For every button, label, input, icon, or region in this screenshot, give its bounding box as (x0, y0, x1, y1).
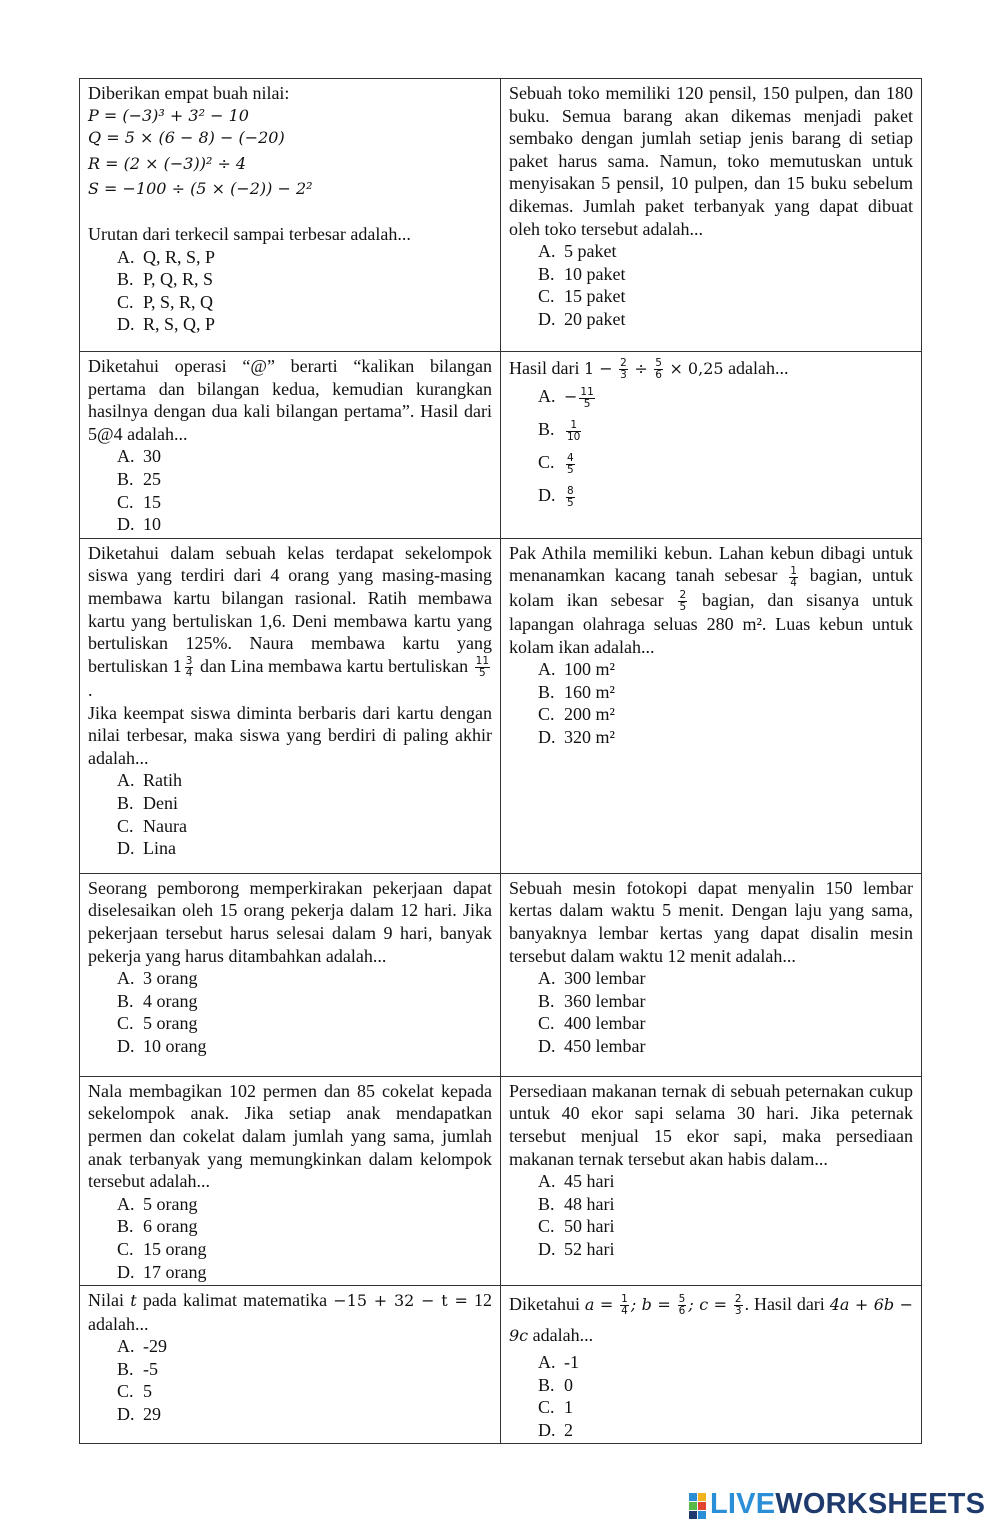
q6-fraction-1: $\frac{1}{4}$ (790, 564, 797, 589)
q5-mixed-fraction: $\frac{3}{4}$ (185, 655, 193, 680)
question-3-cell (80, 352, 501, 539)
q5-fraction: $\frac{11}{5}$ (475, 655, 490, 680)
question-1-cell (80, 79, 501, 352)
q10-options (509, 1170, 913, 1260)
q1-option-d[interactable]: D. R, S, Q, P (117, 314, 216, 335)
q1-intro: Diberikan empat buah nilai: (88, 83, 290, 103)
q9-option-c[interactable]: C. 15 orang (117, 1238, 207, 1259)
q3-option-d[interactable]: D. 10 (117, 514, 161, 535)
q11-options (88, 1335, 492, 1425)
question-7-cell (80, 873, 501, 1076)
q4-option-b[interactable]: B. $\frac{1}{10}$ (538, 418, 581, 443)
q6-option-c[interactable]: C. 200 m² (538, 704, 615, 725)
q3-option-a[interactable]: A. 30 (117, 446, 161, 467)
question-4-cell (501, 352, 922, 539)
q2-options (509, 240, 913, 330)
q8-option-a[interactable]: A. 300 lembar (538, 968, 646, 989)
q8-text: Sebuah mesin fotokopi dapat menyalin 150 lembar kertas dalam waktu 5 menit. Dengan laju yang sama, banyaknya lembar kertas yang dapat disalin mesin tersebut dalam waktu 12 menit adalah... (509, 877, 913, 966)
q4-options (509, 385, 913, 517)
q12-options (509, 1351, 913, 1441)
q1-option-a[interactable]: A. Q, R, S, P (117, 246, 216, 267)
q2-text: Sebuah toko memiliki 120 pensil, 150 pulpen, dan 180 buku. Semua barang akan dikemas menjadi paket sembako dengan jumlah setiap jenis barang di setiap paket harus sama. Namun, toko memutuskan untuk menyisakan 5 pensil, 10 pulpen, dan 15 buku sebelum dikemas. Jumlah paket terbanyak yang dapat dibuat oleh toko tersebut adalah... (509, 83, 913, 239)
q4-stem: Hasil dari 1 − $\frac{2}{3}$ ÷ $\frac{5}{6}$ × 0,25 adalah... (509, 357, 789, 382)
question-8-cell (501, 873, 922, 1076)
q5-options (88, 769, 492, 859)
question-table (79, 78, 922, 1444)
q2-option-d[interactable]: D. 20 paket (538, 308, 626, 329)
q2-option-a[interactable]: A. 5 paket (538, 241, 617, 262)
q1-option-b[interactable]: B. P, Q, R, S (117, 269, 214, 290)
q9-option-b[interactable]: B. 6 orang (117, 1216, 198, 1237)
q7-option-d[interactable]: D. 10 orang (117, 1035, 207, 1056)
q1-value-p: P = (−3)³ + 3² − 10 (88, 105, 249, 125)
q10-option-d[interactable]: D. 52 hari (538, 1238, 615, 1259)
q11-text: Nilai t pada kalimat matematika −15 + 32 − t = 12 adalah... (88, 1290, 493, 1334)
liveworksheets-wordmark: LIVEWORKSHEETS (710, 1488, 986, 1520)
question-row-2 (80, 352, 922, 539)
question-5-cell (80, 538, 501, 873)
q11-option-c[interactable]: C. 5 (117, 1381, 152, 1402)
q1-option-c[interactable]: C. P, S, R, Q (117, 291, 214, 312)
q7-option-c[interactable]: C. 5 orang (117, 1013, 198, 1034)
q5-question: Jika keempat siswa diminta berbaris dari kartu dengan nilai terbesar, maka siswa yang berdiri di paling akhir adalah... (88, 702, 492, 768)
q5-option-b[interactable]: B. Deni (117, 793, 178, 814)
q8-option-c[interactable]: C. 400 lembar (538, 1013, 646, 1034)
q4-fraction-1: $\frac{2}{3}$ (620, 357, 627, 382)
question-6-cell (501, 538, 922, 873)
q6-text: Pak Athila memiliki kebun. Lahan kebun dibagi untuk menanamkan kacang tanah sebesar $\frac{1}{4}$ bagian, untuk kolam ikan sebesar $\frac{2}{5}$ bagian, dan sisanya untuk lapangan olahraga seluas 280 m². Luas kebun untuk kolam ikan adalah... (509, 542, 914, 657)
question-12-cell (501, 1286, 922, 1444)
question-2-cell (501, 79, 922, 352)
q12-fraction-a: $\frac{1}{4}$ (621, 1293, 628, 1318)
q11-option-d[interactable]: D. 29 (117, 1404, 161, 1425)
q4-option-a[interactable]: A. − $\frac{11}{5}$ (538, 385, 594, 410)
q9-option-d[interactable]: D. 17 orang (117, 1261, 207, 1282)
question-row-1 (80, 79, 922, 352)
q5-text: Diketahui dalam sebuah kelas terdapat sekelompok siswa yang terdiri dari 4 orang yang masing-masing membawa kartu bilangan rasional. Ratih membawa kartu yang bertuliskan 1,6. Deni membawa kartu yang bertuliskan 125%. Naura membawa kartu yang bertuliskan 1 $\frac{3}{4}$ dan Lina membawa kartu bertuliskan $\frac{11}{5}$ . (88, 542, 492, 701)
q10-text: Persediaan makanan ternak di sebuah peternakan cukup untuk 40 ekor sapi selama 30 hari. Jika peternak tersebut menjual 15 ekor sapi, maka persediaan makanan ternak tersebut akan habis dalam... (509, 1080, 913, 1169)
q7-option-a[interactable]: A. 3 orang (117, 968, 198, 989)
q8-options (509, 967, 913, 1057)
q8-option-b[interactable]: B. 360 lembar (538, 990, 646, 1011)
q6-fraction-2: $\frac{2}{5}$ (679, 589, 687, 614)
q5-option-c[interactable]: C. Naura (117, 815, 187, 836)
q3-option-b[interactable]: B. 25 (117, 468, 161, 489)
q7-text: Seorang pemborong memperkirakan pekerjaan dapat diselesaikan oleh 15 orang pekerja dalam 12 hari. Jika pekerjaan tersebut harus selesai dalam 9 hari, banyak pekerja yang harus ditambahkan adalah... (88, 877, 492, 966)
q10-option-a[interactable]: A. 45 hari (538, 1171, 615, 1192)
q11-option-b[interactable]: B. -5 (117, 1358, 158, 1379)
q4-fraction-2: $\frac{5}{6}$ (655, 357, 662, 382)
q6-options (509, 658, 913, 748)
question-10-cell (501, 1076, 922, 1285)
q9-option-a[interactable]: A. 5 orang (117, 1193, 198, 1214)
q1-question: Urutan dari terkecil sampai terbesar adalah... (88, 223, 411, 244)
question-11-cell (80, 1286, 501, 1444)
liveworksheets-mark-icon (689, 1491, 707, 1519)
q1-value-s: S = −100 ÷ (5 × (−2)) − 2² (88, 179, 313, 199)
q1-value-r: R = (2 × (−3))² ÷ 4 (88, 153, 247, 173)
question-row-4 (80, 873, 922, 1076)
q6-option-d[interactable]: D. 320 m² (538, 727, 615, 748)
question-row-6 (80, 1286, 922, 1444)
q10-option-c[interactable]: C. 50 hari (538, 1216, 615, 1237)
q2-option-c[interactable]: C. 15 paket (538, 286, 626, 307)
liveworksheets-logo (689, 1488, 985, 1521)
q6-option-a[interactable]: A. 100 m² (538, 659, 615, 680)
q3-options (88, 445, 492, 535)
q12-text: Diketahui a = $\frac{1}{4}$ ; b = $\frac{5}{6}$ ; c = $\frac{2}{3}$ . Hasil dari 4a + 6b − 9c adalah... (509, 1293, 914, 1346)
q3-text: Diketahui operasi “@” berarti “kalikan bilangan pertama dan bilangan kedua, kemudian kurangkan hasilnya dengan dua kali bilangan pertama”. Hasil dari 5@4 adalah... (88, 356, 492, 444)
q10-option-b[interactable]: B. 48 hari (538, 1193, 615, 1214)
q2-option-b[interactable]: B. 10 paket (538, 263, 626, 284)
q12-fraction-c: $\frac{2}{3}$ (734, 1293, 742, 1318)
q9-options (88, 1193, 492, 1283)
q7-options (88, 967, 492, 1057)
q7-option-b[interactable]: B. 4 orang (117, 990, 198, 1011)
q6-option-b[interactable]: B. 160 m² (538, 681, 615, 702)
q4-option-c[interactable]: C. $\frac{4}{5}$ (538, 451, 574, 476)
q5-option-d[interactable]: D. Lina (117, 838, 176, 859)
q8-option-d[interactable]: D. 450 lembar (538, 1035, 646, 1056)
q3-option-c[interactable]: C. 15 (117, 491, 161, 512)
q5-option-a[interactable]: A. Ratih (117, 770, 182, 791)
question-row-5 (80, 1076, 922, 1285)
question-9-cell (80, 1076, 501, 1285)
q12-option-a[interactable]: A. -1 (538, 1352, 579, 1373)
q9-text: Nala membagikan 102 permen dan 85 cokelat kepada sekelompok anak. Jika setiap anak mendapatkan permen dan cokelat dalam jumlah yang sama, jumlah anak terbanyak yang memungkinkan dalam kelompok tersebut adalah... (88, 1080, 492, 1192)
q12-option-c[interactable]: C. 1 (538, 1397, 573, 1418)
q12-option-b[interactable]: B. 0 (538, 1374, 573, 1395)
q11-option-a[interactable]: A. -29 (117, 1336, 167, 1357)
q12-fraction-b: $\frac{5}{6}$ (678, 1293, 686, 1318)
q1-options (88, 246, 492, 336)
q1-value-q: Q = 5 × (6 − 8) − (−20) (88, 128, 285, 148)
q4-option-d[interactable]: D. $\frac{8}{5}$ (538, 484, 574, 509)
q12-option-d[interactable]: D. 2 (538, 1419, 573, 1440)
question-row-3 (80, 538, 922, 873)
